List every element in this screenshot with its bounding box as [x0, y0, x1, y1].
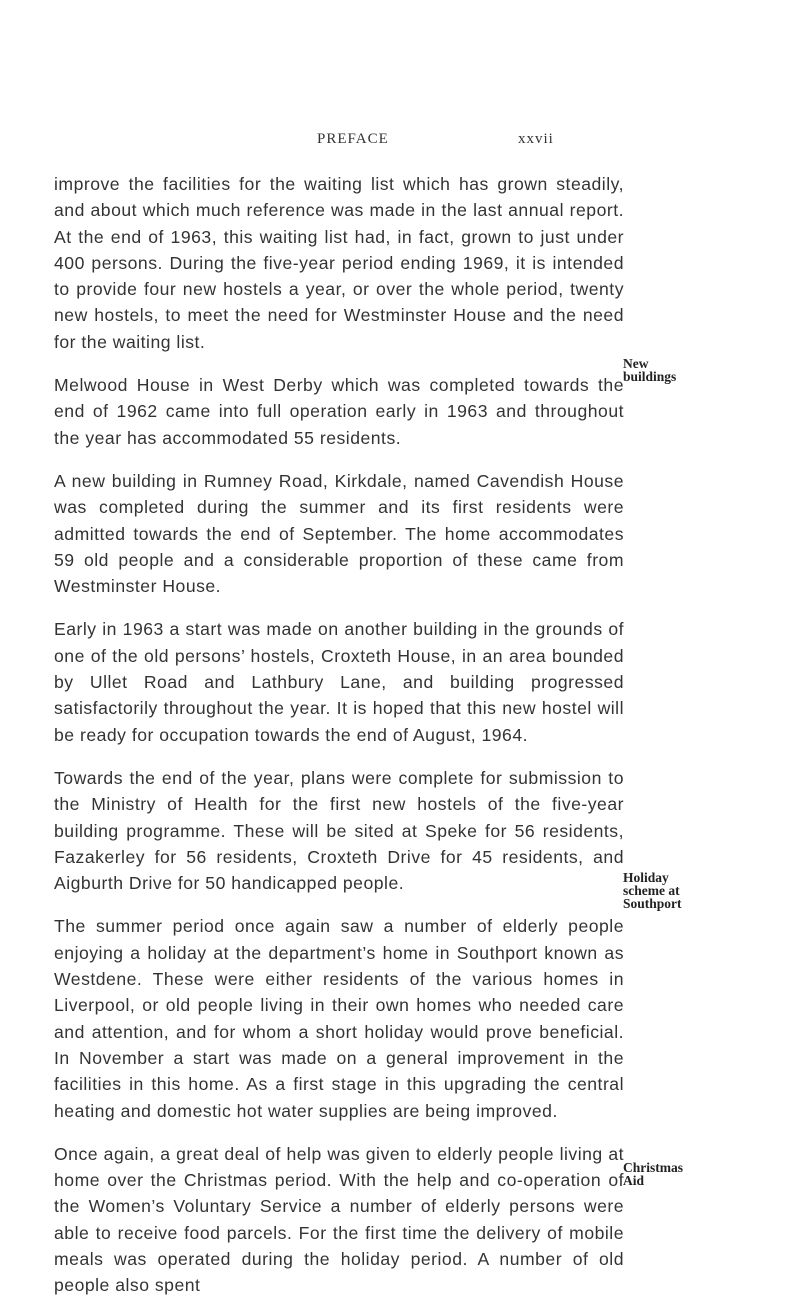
page-header: [0, 131, 800, 155]
running-head-title: PREFACE: [317, 131, 389, 147]
page-number: xxvii: [518, 131, 554, 147]
margin-note-new-buildings: New buildings: [623, 356, 677, 384]
paragraph-five-year-programme: Towards the end of the year, plans were complete for submission to the Ministry of Health for the first new hostels of the five-year building programme. These will be sited at Speke for 56 residents, Fazakerley for 56 residents, Croxteth Drive for 45 residents, and Aigburth Drive for 50 handicapped people.: [54, 767, 624, 894]
margin-note-christmas-aid: Christmas Aid: [623, 1160, 683, 1188]
margin-note-holiday-scheme: Holiday scheme at Southport: [623, 870, 682, 911]
paragraph-waiting-list: improve the facilities for the waiting list which has grown steadily, and about which much reference was made in the last annual report. At the end of 1963, this waiting list had, in fact, grown to just under 400 persons. During the five-year period ending 1969, it is intended to provide four new hostels a year, or over the whole period, twenty new hostels, to meet the need for Westminster House and the need for the waiting list.: [54, 174, 624, 352]
paragraph-holiday-westdene: The summer period once again saw a number of elderly people enjoying a holiday at the department’s home in Southport known as Westdene. These were either residents of the various homes in Liverpool, or old people living in their own homes who needed care and attention, and for whom a short holiday would prove beneficial. In November a start was made on a general improvement in the facilities in this home. As a first stage in this upgrading the central heating and domestic hot water supplies are being improved.: [54, 916, 624, 1121]
paragraph-christmas: Once again, a great deal of help was given to elderly people living at home over the Christmas period. With the help and co-operation of the Women’s Voluntary Service a number of elderly persons were able to receive food parcels. For the first time the delivery of mobile meals was operated during the holiday period. A number of old people also spent: [54, 1143, 624, 1296]
paragraph-melwood-house: Melwood House in West Derby which was completed towards the end of 1962 came into full operation early in 1963 and throughout the year has accommodated 55 residents.: [54, 375, 624, 448]
paragraph-croxteth-house: Early in 1963 a start was made on another building in the grounds of one of the old persons’ hostels, Croxteth House, in an area bounded by Ullet Road and Lathbury Lane, and building progressed satisfactorily throughout the year. It is hoped that this new hostel will be ready for occupation towards the end of August, 1964.: [54, 619, 624, 745]
paragraph-cavendish-house: A new building in Rumney Road, Kirkdale, named Cavendish House was completed during the summer and its first residents were admitted towards the end of September. The home accommodates 59 old people and a considerable proportion of these came from Westminster House.: [54, 470, 624, 597]
body-text: [54, 171, 624, 1316]
